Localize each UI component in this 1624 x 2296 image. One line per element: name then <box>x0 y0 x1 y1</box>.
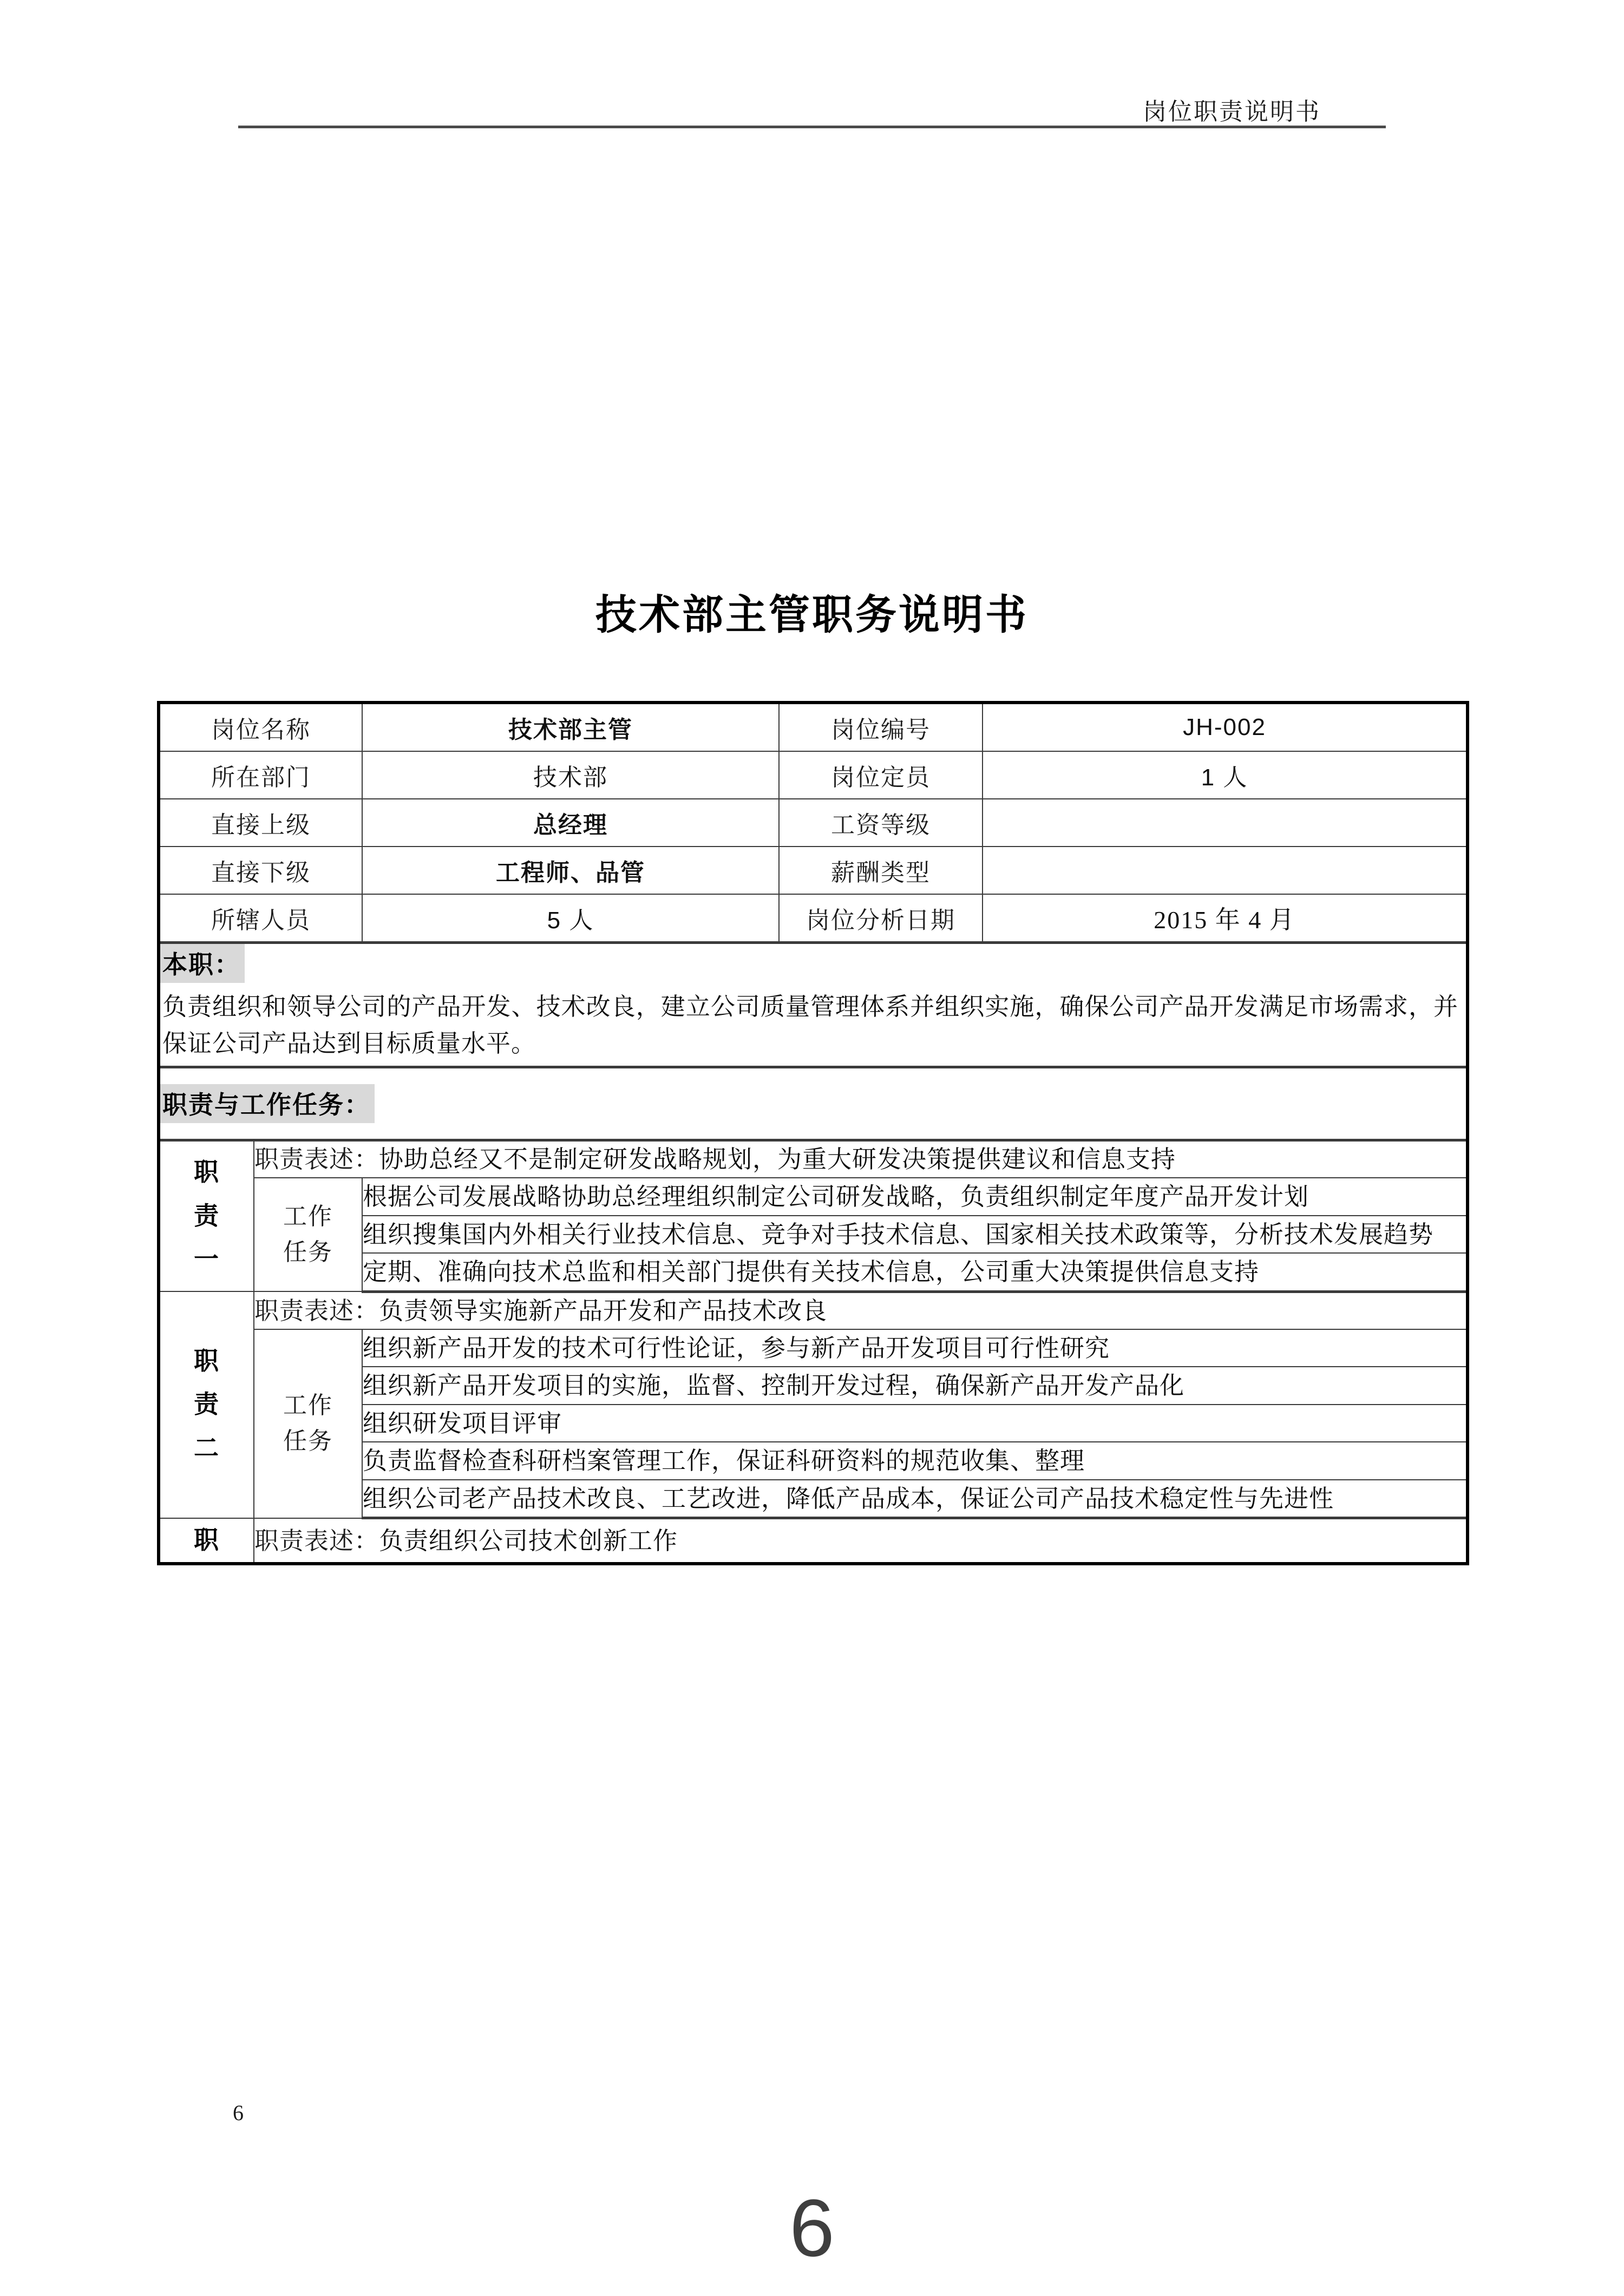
duty-statement-label: 职责表述： <box>254 1527 379 1554</box>
task-label-line: 任务 <box>283 1239 333 1266</box>
field-value-job-code: JH-002 <box>983 703 1468 751</box>
page-number-small: 6 <box>233 2101 244 2125</box>
task-label-line: 工作 <box>283 1203 333 1230</box>
field-value-direct-superior: 总经理 <box>362 799 779 847</box>
field-label-job-name: 岗位名称 <box>159 703 362 751</box>
field-label-direct-superior: 直接上级 <box>159 799 362 847</box>
table-row <box>159 894 1468 943</box>
duty-index-char: 责 <box>194 1202 220 1230</box>
duty-index-1 <box>159 1140 254 1291</box>
task-item: 定期、准确向技术总监和相关部门提供有关技术信息，公司重大决策提供信息支持 <box>362 1253 1468 1291</box>
main-duty-row <box>159 943 1468 1067</box>
field-value-job-name: 技术部主管 <box>362 703 779 751</box>
task-item: 组织研发项目评审 <box>362 1405 1468 1442</box>
field-label-salary-grade: 工资等级 <box>779 799 983 847</box>
duty-statement-row <box>159 1140 1468 1178</box>
field-label-analysis-date: 岗位分析日期 <box>779 894 983 943</box>
field-label-job-code: 岗位编号 <box>779 703 983 751</box>
field-value-department: 技术部 <box>362 751 779 799</box>
table-row <box>159 847 1468 894</box>
duty-task-row <box>159 1178 1468 1216</box>
field-label-direct-subordinate: 直接下级 <box>159 847 362 894</box>
field-value-direct-subordinate: 工程师、品管 <box>362 847 779 894</box>
duty-index-3 <box>159 1518 254 1564</box>
task-label-line: 任务 <box>283 1428 333 1455</box>
job-description-table <box>157 701 1469 1565</box>
main-duty-heading: 本职： <box>160 944 245 983</box>
duty-statement-label: 职责表述： <box>254 1297 379 1324</box>
duty-statement-3 <box>254 1518 1468 1564</box>
duty-statement-text: 负责组织公司技术创新工作 <box>379 1526 678 1554</box>
running-header <box>0 81 1624 141</box>
header-rule <box>238 126 1386 128</box>
duty-index-char: 职 <box>194 1347 220 1375</box>
duty-statement-1 <box>254 1140 1468 1178</box>
responsibilities-heading-row <box>159 1067 1468 1140</box>
duty-index-char: 职 <box>194 1526 220 1554</box>
field-label-headcount: 岗位定员 <box>779 751 983 799</box>
field-label-staff-managed: 所辖人员 <box>159 894 362 943</box>
field-value-analysis-date: 2015 年 4 月 <box>983 894 1468 943</box>
running-header-title: 岗位职责说明书 <box>1143 99 1321 125</box>
field-value-salary-grade <box>983 799 1468 847</box>
duty-statement-row <box>159 1291 1468 1329</box>
duty-task-row <box>159 1329 1468 1367</box>
task-item: 组织搜集国内外相关行业技术信息、竞争对手技术信息、国家相关技术政策等，分析技术发展趋势 <box>362 1216 1468 1254</box>
duty-statement-text: 负责领导实施新产品开发和产品技术改良 <box>379 1296 828 1324</box>
duty-index-char: 二 <box>194 1434 220 1462</box>
task-label-2 <box>254 1329 362 1518</box>
task-item: 根据公司发展战略协助总经理组织制定公司研发战略，负责组织制定年度产品开发计划 <box>362 1178 1468 1216</box>
task-label-line: 工作 <box>283 1392 333 1419</box>
task-item: 组织新产品开发项目的实施，监督、控制开发过程，确保新产品开发产品化 <box>362 1367 1468 1405</box>
table-row <box>159 799 1468 847</box>
page-number-large: 6 <box>789 2182 835 2273</box>
task-item: 负责监督检查科研档案管理工作，保证科研资料的规范收集、整理 <box>362 1442 1468 1480</box>
duty-statement-label: 职责表述： <box>254 1145 379 1173</box>
field-value-staff-managed: 5 人 <box>362 894 779 943</box>
main-duty-text: 负责组织和领导公司的产品开发、技术改良，建立公司质量管理体系并组织实施，确保公司产品开发满足市场需求，并保证公司产品达到目标质量水平。 <box>162 993 1458 1058</box>
duty-statement-row <box>159 1518 1468 1564</box>
responsibilities-heading-cell <box>159 1067 1468 1140</box>
table-row <box>159 751 1468 799</box>
duty-index-char: 一 <box>194 1245 220 1274</box>
duty-index-char: 责 <box>194 1390 220 1419</box>
duty-statement-text: 协助总经又不是制定研发战略规划，为重大研发决策提供建议和信息支持 <box>379 1145 1176 1173</box>
field-value-pay-type <box>983 847 1468 894</box>
task-item: 组织公司老产品技术改良、工艺改进，降低产品成本，保证公司产品技术稳定性与先进性 <box>362 1480 1468 1518</box>
duty-index-char: 职 <box>194 1158 220 1186</box>
main-duty-cell <box>159 943 1468 1067</box>
field-label-department: 所在部门 <box>159 751 362 799</box>
field-value-headcount: 1 人 <box>983 751 1468 799</box>
duty-index-2 <box>159 1291 254 1518</box>
duty-statement-2 <box>254 1291 1468 1329</box>
table-row <box>159 703 1468 751</box>
responsibilities-heading: 职责与工作任务： <box>160 1084 375 1123</box>
task-item: 组织新产品开发的技术可行性论证，参与新产品开发项目可行性研究 <box>362 1329 1468 1367</box>
field-label-pay-type: 薪酬类型 <box>779 847 983 894</box>
page-title: 技术部主管职务说明书 <box>595 592 1029 638</box>
task-label-1 <box>254 1178 362 1291</box>
